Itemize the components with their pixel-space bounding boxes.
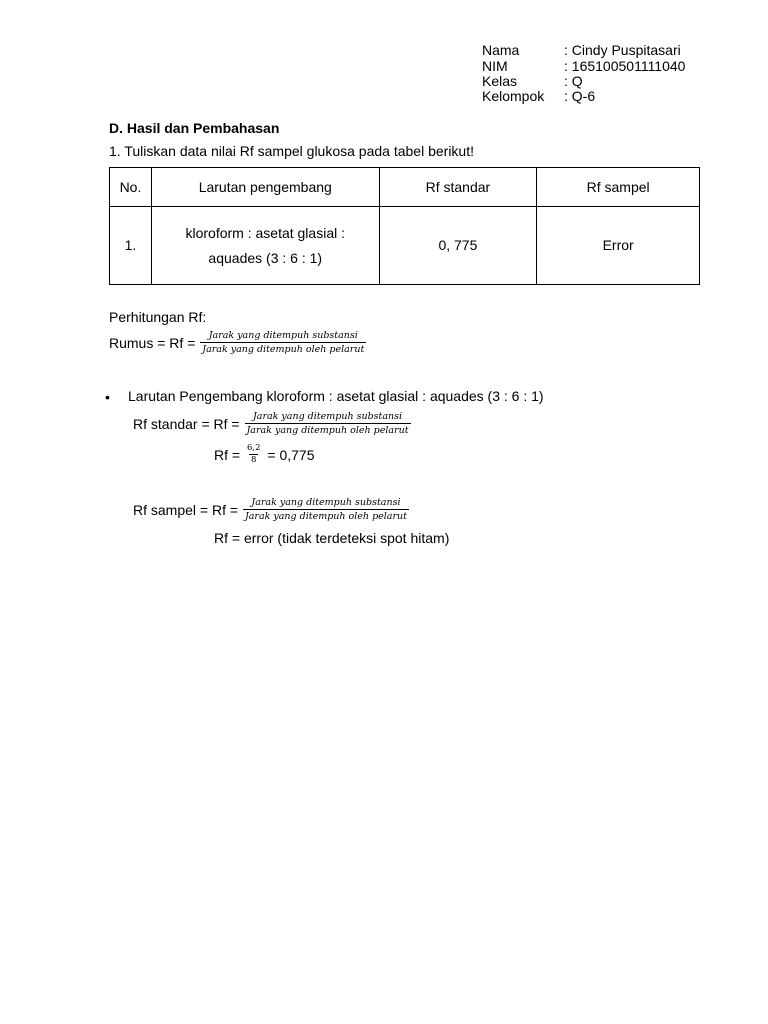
rf-standar-fraction: [245, 411, 411, 436]
header-rf-standar: Rf standar: [379, 168, 537, 207]
cell-rf-sampel: Error: [537, 207, 700, 285]
rf-standar-result-fraction: [245, 444, 263, 465]
header-no: No.: [110, 168, 152, 207]
rumus-denominator: Jarak yang ditempuh oleh pelarut: [202, 344, 365, 355]
rf-standar-prefix: Rf standar = Rf =: [133, 415, 244, 432]
rumus-prefix: Rumus = Rf =: [109, 334, 200, 351]
rf-standar-result-suffix: = 0,775: [263, 446, 315, 463]
rf-standar-result-prefix: Rf =: [214, 446, 244, 463]
name-value: : Cindy Puspitasari: [564, 42, 681, 58]
nim-value: : 165100501111040: [564, 58, 686, 74]
rf-sampel-line: [133, 497, 410, 522]
table-header-row: [110, 168, 700, 207]
cell-rf-standar: 0, 775: [379, 207, 537, 285]
rf-standar-result-line: [214, 444, 315, 465]
rf-sampel-numerator: Jarak yang ditempuh substansi: [251, 497, 401, 508]
rumus-numerator: Jarak yang ditempuh substansi: [208, 330, 358, 341]
rf-standar-result-denominator: 8: [251, 455, 257, 465]
rf-sampel-prefix: Rf sampel = Rf =: [133, 501, 242, 518]
rf-sampel-denominator: Jarak yang ditempuh oleh pelarut: [244, 511, 407, 522]
header-rf-sampel: Rf sampel: [537, 168, 700, 207]
header-larutan: Larutan pengembang: [151, 168, 379, 207]
group-value: : Q-6: [564, 88, 596, 104]
rf-standar-line: [133, 411, 412, 436]
rf-sampel-result: Rf = error (tidak terdeteksi spot hitam): [214, 530, 450, 546]
class-label: Kelas: [482, 73, 518, 89]
class-value: : Q: [564, 73, 583, 89]
name-label: Nama: [482, 42, 520, 58]
group-label: Kelompok: [482, 88, 545, 104]
bullet-text: Larutan Pengembang kloroform : asetat glasial : aquades (3 : 6 : 1): [128, 388, 544, 404]
rumus-fraction: [200, 330, 366, 355]
cell-no: 1.: [110, 207, 152, 285]
section-title: D. Hasil dan Pembahasan: [109, 120, 280, 136]
table-row: [110, 207, 700, 285]
cell-larutan: [151, 207, 379, 285]
rf-standar-result-numerator: 6,2: [246, 443, 261, 453]
question-text: 1. Tuliskan data nilai Rf sampel glukosa pada tabel berikut!: [109, 143, 474, 159]
rf-standar-numerator: Jarak yang ditempuh substansi: [252, 411, 403, 422]
rf-standar-denominator: Jarak yang ditempuh oleh pelarut: [246, 425, 409, 436]
calc-heading: Perhitungan Rf:: [109, 309, 207, 325]
nim-label: NIM: [482, 58, 508, 74]
rumus-line: [109, 330, 367, 355]
rf-results-table: [109, 167, 700, 285]
bullet-marker: •: [105, 389, 110, 405]
cell-larutan-line1: kloroform : asetat glasial :: [185, 224, 345, 241]
rf-sampel-fraction: [243, 497, 409, 522]
cell-larutan-line2: aquades (3 : 6 : 1): [208, 249, 323, 266]
